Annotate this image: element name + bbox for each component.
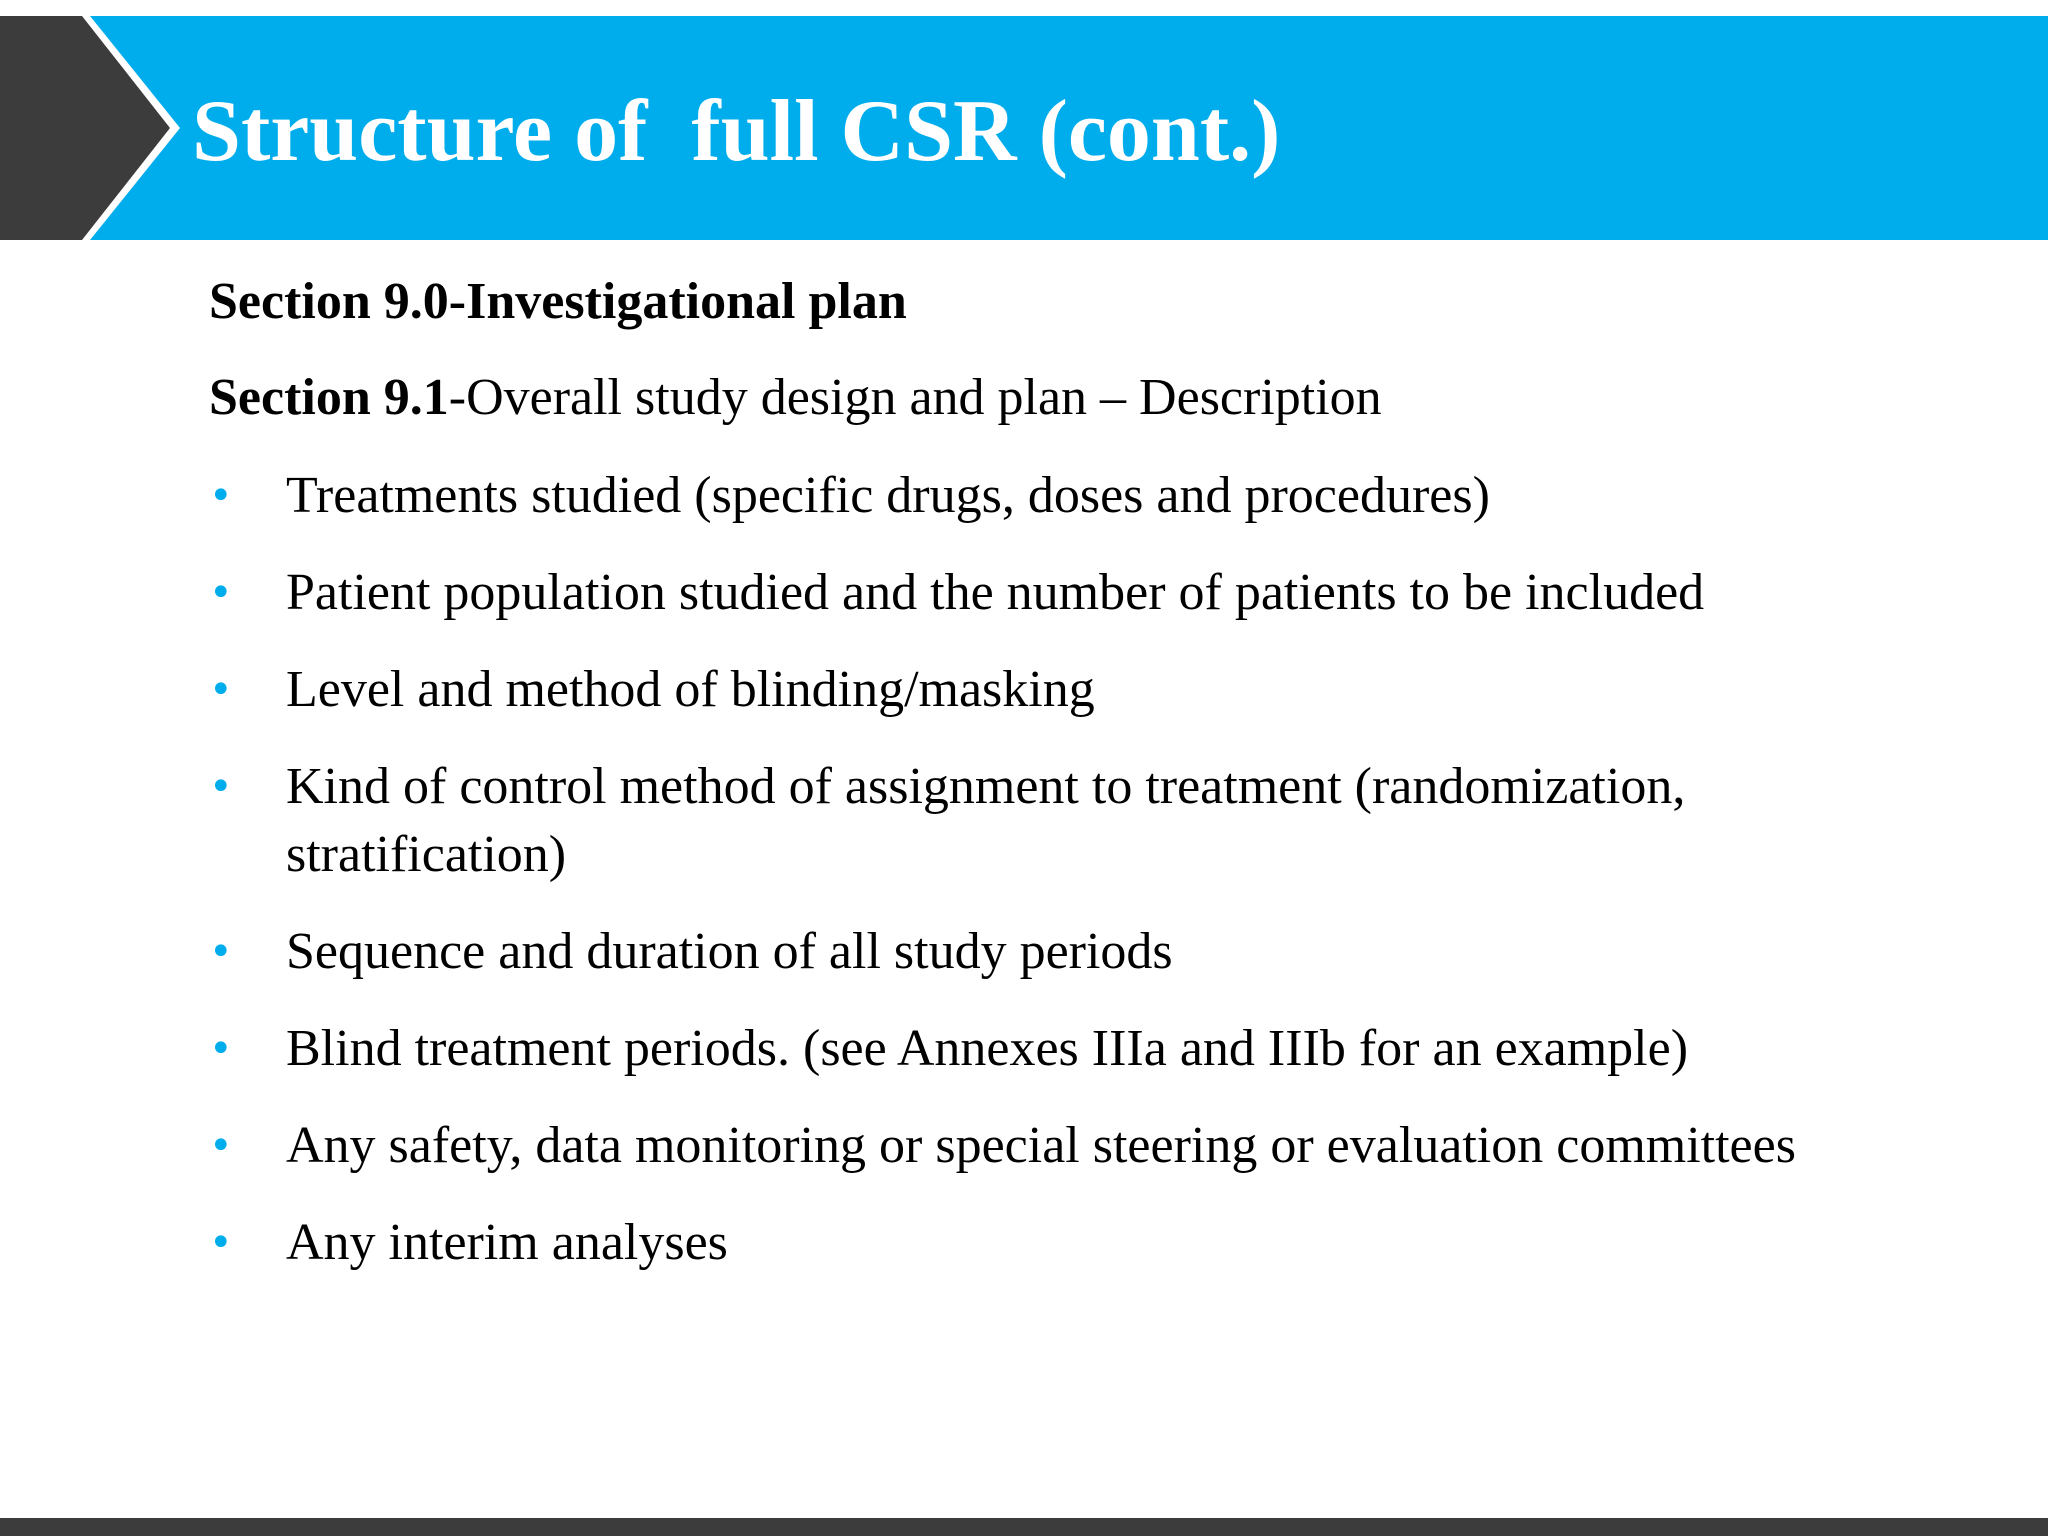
list-item-text: Any safety, data monitoring or special steering or evaluation committees xyxy=(286,1117,1796,1174)
list-item-text: Any interim analyses xyxy=(286,1214,728,1271)
slide-content xyxy=(209,270,1889,1306)
subsection-heading xyxy=(209,366,1889,430)
slide-title: Structure of full CSR (cont.) xyxy=(192,83,1281,180)
list-item-text: Treatments studied (specific drugs, doses and procedures) xyxy=(286,467,1490,524)
bullet-icon: • xyxy=(209,1123,233,1169)
list-item xyxy=(209,1015,1886,1083)
section-heading xyxy=(209,270,1889,334)
list-item xyxy=(209,753,1886,889)
list-item xyxy=(209,656,1886,724)
bullet-list xyxy=(209,462,1889,1277)
section-heading-text: Section 9.0-Investigational plan xyxy=(209,273,907,330)
list-item-text: Patient population studied and the number of patients to be included xyxy=(286,564,1705,621)
bullet-icon: • xyxy=(209,1026,233,1072)
bullet-icon: • xyxy=(209,570,233,616)
list-item xyxy=(209,559,1886,627)
bullet-icon: • xyxy=(209,929,233,975)
bullet-icon: • xyxy=(209,473,233,519)
bullet-icon: • xyxy=(209,764,233,810)
list-item-text: Level and method of blinding/masking xyxy=(286,661,1095,718)
bullet-icon: • xyxy=(209,1220,233,1266)
list-item-text: Blind treatment periods. (see Annexes IIIa and IIIb for an example) xyxy=(286,1020,1689,1077)
list-item-text: Kind of control method of assignment to treatment (randomization, stratification) xyxy=(286,758,1686,883)
subsection-description: -Overall study design and plan – Description xyxy=(448,369,1382,426)
bullet-icon: • xyxy=(209,667,233,713)
list-item xyxy=(209,1209,1886,1277)
footer-bar xyxy=(0,1518,2048,1536)
list-item-text: Sequence and duration of all study periods xyxy=(286,923,1173,980)
list-item xyxy=(209,462,1886,530)
list-item xyxy=(209,918,1886,986)
subsection-label: Section 9.1 xyxy=(209,369,449,426)
list-item xyxy=(209,1112,1886,1180)
